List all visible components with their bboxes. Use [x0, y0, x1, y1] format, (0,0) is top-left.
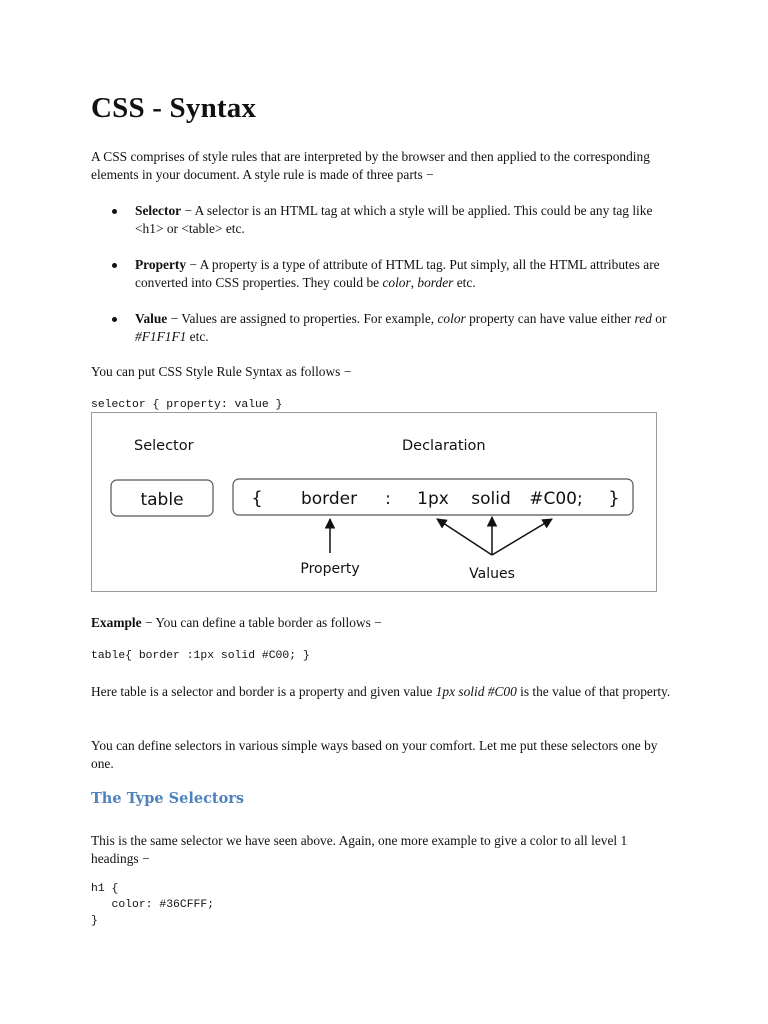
close-brace: } — [608, 488, 620, 509]
list-item-selector: Selector − A selector is an HTML tag at which a style will be applied. This could be any tag like <h1> or <table> etc. — [112, 202, 672, 238]
explain-value: 1px solid #C00 — [435, 684, 517, 699]
bullet-icon — [112, 263, 117, 268]
selector-box-label: table — [140, 490, 184, 510]
selectors-paragraph: You can define selectors in various simple ways based on your comfort. Let me put these selectors one by one. — [91, 738, 658, 771]
page-title: CSS - Syntax — [91, 92, 257, 124]
syntax-lead: You can put CSS Style Rule Syntax as follows − — [91, 364, 352, 379]
type-selectors-paragraph: This is the same selector we have seen above. Again, one more example to give a color to all level 1 headings − — [91, 833, 628, 866]
bullet-icon — [112, 209, 117, 214]
property-description: A property is a type of attribute of HTML tag. Put simply, all the HTML attributes are converted into CSS properties. They could be — [135, 257, 660, 290]
value-description: Values are assigned to properties. For example, — [181, 311, 438, 326]
example-paragraph — [91, 614, 671, 632]
property-token: border — [300, 489, 358, 509]
values-label: Values — [469, 566, 515, 582]
open-brace: { — [251, 488, 263, 509]
value-token-3: #C00; — [529, 489, 583, 509]
example-text: − You can define a table border as follows − — [141, 615, 382, 630]
syntax-diagram-svg — [92, 413, 656, 591]
type-selectors-code: h1 { color: #36CFFF; } — [91, 883, 215, 927]
example-code: table{ border :1px solid #C00; } — [91, 650, 310, 662]
selector-heading: Selector — [134, 438, 194, 454]
value-token-1: 1px — [417, 489, 449, 509]
selector-description: A selector is an HTML tag at which a style will be applied. This could be any tag like <h1> or <table> etc. — [135, 203, 653, 236]
syntax-diagram — [91, 412, 657, 592]
term-value: Value — [135, 311, 168, 326]
example-term: Example — [91, 615, 142, 630]
value-arrow-1 — [437, 519, 492, 555]
value-arrow-3 — [492, 519, 552, 555]
explain-paragraph: Here table is a selector and border is a property and given value 1px solid #C00 is the value of that property. — [91, 684, 671, 699]
bullet-icon — [112, 317, 117, 322]
syntax-code: selector { property: value } — [91, 399, 283, 411]
term-selector: Selector — [135, 203, 182, 218]
type-selectors-heading: The Type Selectors — [91, 790, 245, 807]
colon-token: : — [385, 489, 391, 509]
term-property: Property — [135, 257, 187, 272]
value-token-2: solid — [471, 489, 511, 509]
property-label: Property — [300, 561, 360, 577]
list-item-property: Property − A property is a type of attribute of HTML tag. Put simply, all the HTML attributes are converted into CSS properties. They could be color, border etc. — [112, 256, 672, 292]
list-item-value: Value − Values are assigned to properties. For example, color property can have value either red or #F1F1F1 etc. — [112, 310, 672, 346]
intro-paragraph: A CSS comprises of style rules that are interpreted by the browser and then applied to the corresponding elements in your document. A style rule is made of three parts − — [91, 149, 650, 182]
declaration-heading: Declaration — [402, 438, 486, 454]
